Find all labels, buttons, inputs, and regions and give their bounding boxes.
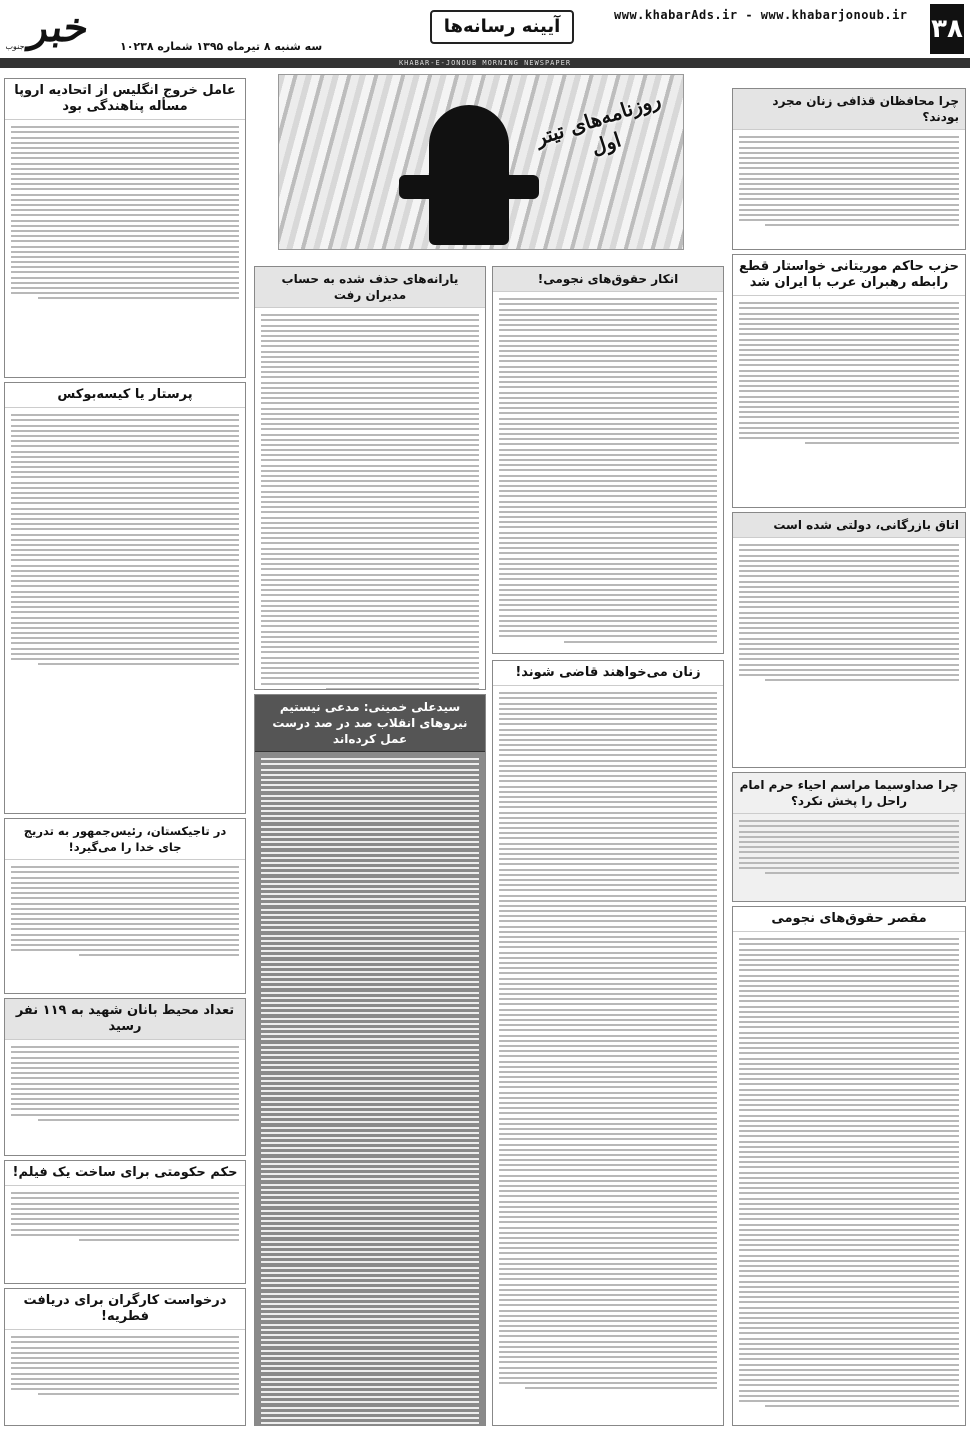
article-film-order xyxy=(4,1160,246,1284)
article-body xyxy=(493,292,723,649)
article-body xyxy=(5,408,245,671)
article-headline: حکم حکومتی برای ساخت یک فیلم! xyxy=(5,1161,245,1186)
article-headline: چرا محافظان قذافی زنان مجرد بودند؟ xyxy=(733,89,965,130)
article-chamber-of-commerce xyxy=(732,512,966,768)
article-mauritania xyxy=(732,254,966,508)
site-urls[interactable]: www.khabarAds.ir - www.khabarjonoub.ir xyxy=(614,8,908,22)
collage-title: روزنامه‌های تیتر اول xyxy=(532,87,664,160)
article-brexit xyxy=(4,78,246,378)
article-qaddafi xyxy=(732,88,966,250)
logo-text: خبر xyxy=(26,4,92,51)
article-body xyxy=(733,932,965,1413)
article-body xyxy=(5,1186,245,1247)
page-header xyxy=(0,0,970,67)
article-headline: اتاق بازرگانی، دولتی شده است xyxy=(733,513,965,538)
article-irib xyxy=(732,772,966,902)
article-headline: انکار حقوق‌های نجومی! xyxy=(493,267,723,292)
article-women-judges xyxy=(492,660,724,1426)
article-headline: درخواست کارگران برای دریافت فطریه! xyxy=(5,1289,245,1330)
article-body xyxy=(5,1040,245,1127)
masthead-strip: KHABAR-E-JONOUB MORNING NEWSPAPER xyxy=(0,58,970,68)
article-denial-salaries xyxy=(492,266,724,654)
article-body xyxy=(5,860,245,963)
article-body xyxy=(255,308,485,690)
desk-silhouette-icon xyxy=(399,175,539,199)
article-body xyxy=(733,296,965,450)
article-body xyxy=(5,120,245,306)
article-body xyxy=(255,752,485,1426)
article-workers-fitrah xyxy=(4,1288,246,1426)
article-subsidies xyxy=(254,266,486,690)
article-headline: حزب حاکم موریتانی خواستار قطع رابطه رهبران عرب با ایران شد xyxy=(733,255,965,296)
newspapers-collage-image xyxy=(278,74,684,250)
article-seyed-ali-khomeini xyxy=(254,694,486,1426)
page-number: ۳۸ xyxy=(930,4,964,54)
article-headline: چرا صداوسیما مراسم احیاء حرم امام راحل را پخش نکرد؟ xyxy=(733,773,965,814)
article-tajikistan xyxy=(4,818,246,994)
article-body xyxy=(5,1330,245,1401)
article-body xyxy=(733,814,965,880)
article-astronomical-salaries-blame xyxy=(732,906,966,1426)
article-nurse-punching-bag xyxy=(4,382,246,814)
article-body xyxy=(733,130,965,233)
article-headline: پرستار یا کیسه‌بوکس xyxy=(5,383,245,408)
article-headline: در تاجیکستان، رئیس‌جمهور به تدریج جای خدا را می‌گیرد! xyxy=(5,819,245,860)
article-body xyxy=(493,686,723,1396)
dateline: سه شنبه ۸ تیرماه ۱۳۹۵ شماره ۱۰۲۳۸ xyxy=(120,40,323,53)
article-body xyxy=(733,538,965,687)
article-headline: مقصر حقوق‌های نجومی xyxy=(733,907,965,932)
section-title: آیینه رسانه‌ها xyxy=(430,10,574,44)
article-headline: تعداد محیط بانان شهید به ۱۱۹ نفر رسید xyxy=(5,999,245,1040)
logo-subtext: جنوب xyxy=(4,42,26,51)
article-rangers xyxy=(4,998,246,1156)
article-headline: زنان می‌خواهند قاضی شوند! xyxy=(493,661,723,686)
newspaper-logo xyxy=(0,2,118,56)
article-headline: یارانه‌های حذف شده به حساب مدیران رفت xyxy=(255,267,485,308)
article-headline: سیدعلی خمینی: مدعی نیستیم نیروهای انقلاب صد در صد درست عمل کرده‌اند xyxy=(255,695,485,752)
article-headline: عامل خروج انگلیس از اتحادیه اروپا مسأله پناهندگی بود xyxy=(5,79,245,120)
